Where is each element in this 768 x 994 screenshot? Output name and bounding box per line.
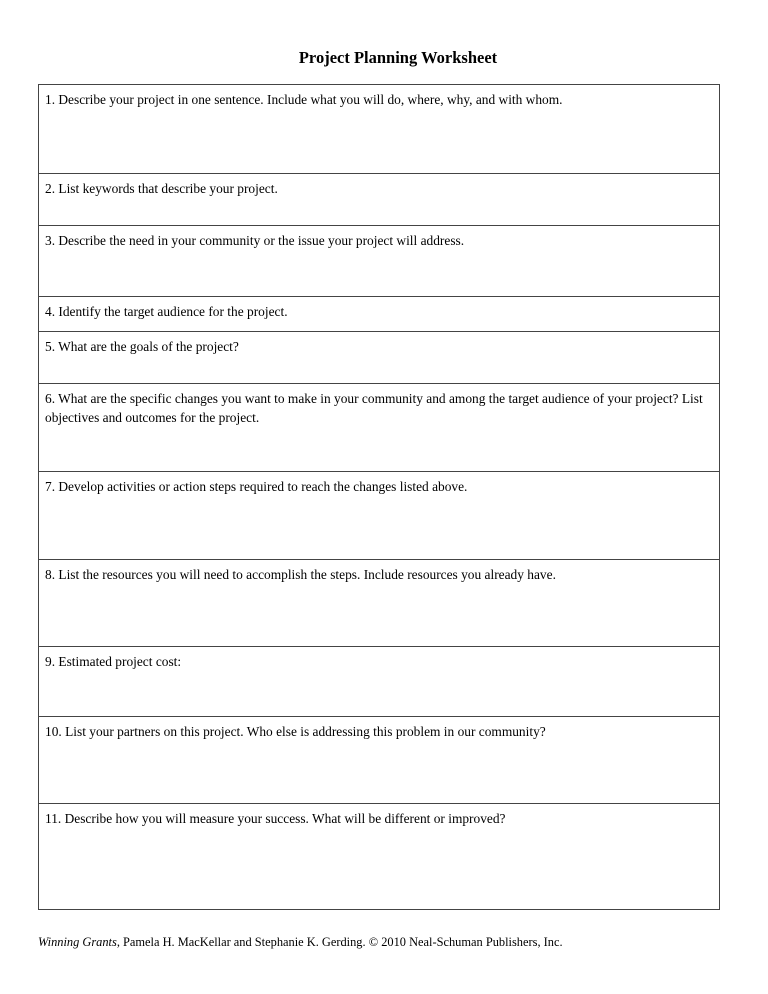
question-row (39, 174, 719, 226)
question-row (39, 297, 719, 332)
question-row (39, 717, 719, 804)
question-row (39, 85, 719, 174)
question-text: 8. List the resources you will need to accomplish the steps. Include resources you already have. (45, 567, 556, 582)
question-text: 3. Describe the need in your community or the issue your project will address. (45, 233, 465, 248)
question-text: 5. What are the goals of the project? (45, 339, 239, 354)
worksheet-title: Project Planning Worksheet (298, 48, 498, 67)
question-text: 1. Describe your project in one sentence. Include what you will do, where, why, and with whom. (45, 92, 563, 107)
question-text: 9. Estimated project cost: (45, 654, 182, 669)
question-row (39, 472, 719, 560)
footer-book-title: Winning Grants (38, 935, 117, 949)
footer-citation (38, 934, 563, 950)
worksheet-table (38, 84, 720, 910)
question-row (39, 226, 719, 297)
question-row (39, 560, 719, 647)
question-row (39, 804, 719, 910)
question-text: 7. Develop activities or action steps required to reach the changes listed above. (45, 479, 468, 494)
question-row (39, 332, 719, 384)
question-text: 4. Identify the target audience for the project. (45, 304, 288, 319)
question-row (39, 647, 719, 717)
footer-citation-text: , Pamela H. MacKellar and Stephanie K. Gerding. © 2010 Neal-Schuman Publishers, Inc. (116, 935, 563, 949)
question-text: 6. What are the specific changes you want to make in your community and among the target audience of your project? List objectives and outcomes for the project. (45, 391, 703, 425)
question-text: 2. List keywords that describe your project. (45, 181, 278, 196)
question-row (39, 384, 719, 472)
question-text: 11. Describe how you will measure your success. What will be different or improved? (45, 811, 506, 826)
question-text: 10. List your partners on this project. Who else is addressing this problem in our community? (45, 724, 546, 739)
